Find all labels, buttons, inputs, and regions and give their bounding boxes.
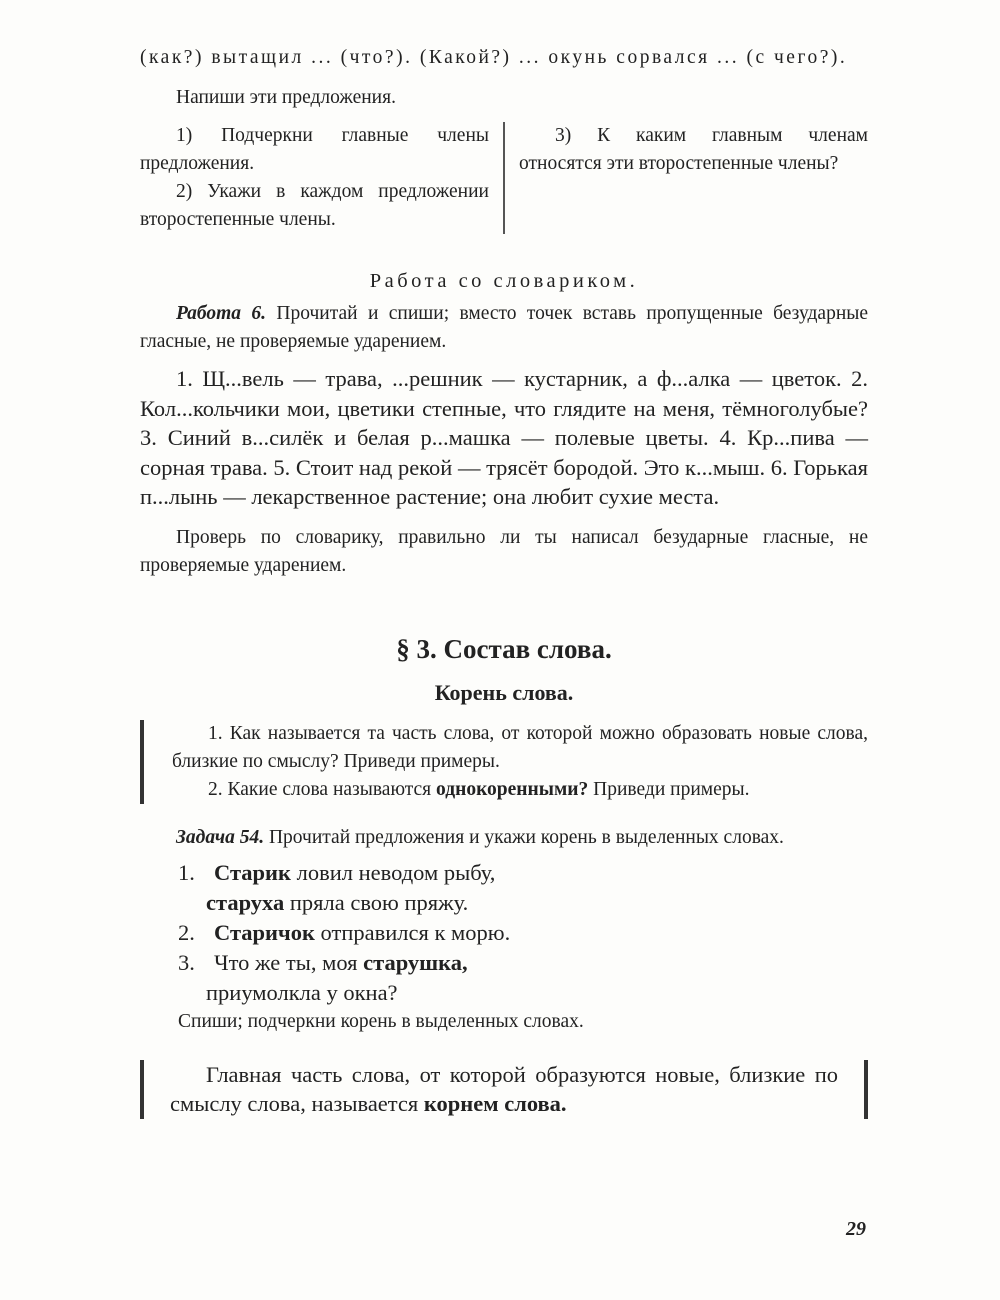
section-title: § 3. Состав слова. — [396, 633, 612, 664]
poem-text-2: пряла свою пряжу. — [284, 889, 469, 915]
poem-line-1 — [140, 858, 868, 888]
work-6-label: Работа 6. — [176, 303, 267, 324]
poem-number-1: 1. — [178, 859, 195, 885]
poem-line-3 — [140, 918, 868, 948]
textbook-page — [140, 44, 868, 1119]
poem-bold-3: Старичок — [214, 919, 315, 945]
work-6-check: Проверь по словарику, правильно ли ты написал безударные гласные, не проверяемые ударением. — [140, 526, 868, 576]
question-2-bold: однокоренными? — [436, 778, 589, 800]
poem-text-1: ловил неводом рыбу, — [290, 859, 496, 885]
instruction-write: Напиши эти предложения. — [176, 87, 396, 108]
tasks-left-column — [140, 122, 505, 234]
poem-number-3: 3. — [178, 949, 195, 975]
task-54-text: Прочитай предложения и укажи корень в выделенных словах. — [264, 826, 784, 848]
task-54-instruction — [140, 824, 868, 852]
task-54-label: Задача 54. — [176, 826, 265, 848]
rule-box — [140, 1060, 868, 1119]
poem-line-4 — [140, 948, 868, 978]
poem-bold-4: старушка, — [363, 949, 468, 975]
tasks-right-column — [505, 122, 868, 234]
dictionary-heading: Работа со словариком. — [369, 270, 639, 292]
question-1: 1. Как называется та часть слова, от которой можно образовать новые слова, близкие по смыслу? Приведи примеры. — [172, 722, 868, 772]
task-item-3: 3) К каким главным членам относятся эти второстепенные члены? — [519, 125, 868, 174]
work-6-body: 1. Щ...вель — трава, ...решник — кустарник, а ф...алка — цветок. 2. Кол...кольчики мои, цветики степные, что глядите на меня, тёмноголубые? 3. Синий в...силёк и белая р...машка — полевые цветы. 4. Кр...пива — сорная трава. 5. Стоит над рекой — трясёт бородой. Это к...мыш. 6. Горькая п...лынь — лекарственное растение; она любит сухие места. — [140, 366, 868, 509]
poem-text-3: отправился к морю. — [314, 919, 511, 945]
poem-number-2: 2. — [178, 919, 195, 945]
top-line: (как?) вытащил ... (что?). (Какой?) ... окунь сорвался ... (с чего?). — [140, 47, 848, 68]
rule-text-pre: Главная часть слова, от которой образуются новые, близкие по смыслу слова, называется — [170, 1061, 838, 1116]
question-2-pre: 2. Какие слова называются — [208, 778, 437, 800]
poem-text-4: Что же ты, моя — [214, 949, 364, 975]
poem-bold-2: старуха — [206, 889, 285, 915]
questions-box — [140, 720, 868, 804]
question-2-post: Приведи примеры. — [588, 778, 750, 800]
task-item-1: 1) Подчеркни главные члены предложения. — [140, 125, 489, 174]
poem-bold-1: Старик — [214, 859, 291, 885]
work-6-instruction — [140, 300, 868, 356]
task-item-2: 2) Укажи в каждом предложении второстепенные члены. — [140, 181, 489, 230]
poem-block — [140, 858, 868, 1008]
question-2 — [172, 776, 868, 804]
sub-title: Корень слова. — [434, 679, 574, 705]
work-6-text: Прочитай и спиши; вместо точек вставь пропущенные безударные гласные, не проверяемые ударением. — [140, 303, 869, 352]
poem-line-5: приумолкла у окна? — [206, 979, 398, 1005]
tasks-columns — [140, 122, 868, 234]
poem-line-2 — [140, 888, 868, 918]
rule-text — [170, 1060, 838, 1119]
page-number: 29 — [846, 1218, 866, 1240]
copy-instruction: Спиши; подчеркни корень в выделенных словах. — [178, 1010, 584, 1032]
rule-text-bold: корнем слова. — [423, 1091, 567, 1116]
